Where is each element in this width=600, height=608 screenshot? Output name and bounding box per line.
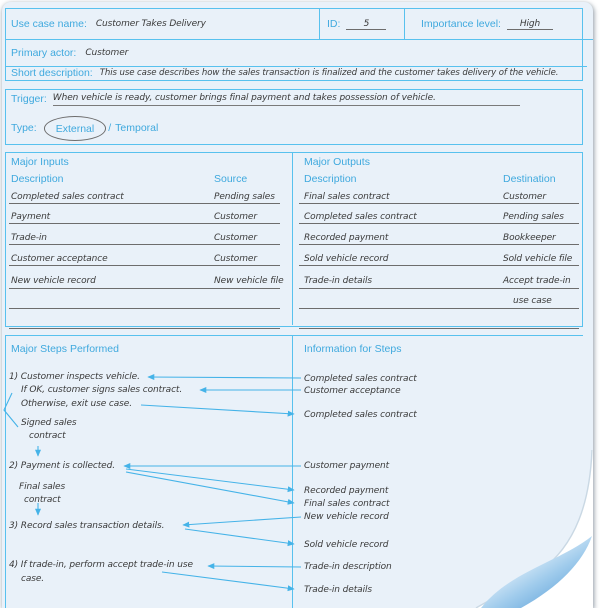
inputs-col-source: Source: [214, 173, 248, 185]
short-description-value: This use case describes how the sales transaction is finalized and the customer takes delivery of the vehicle.: [99, 67, 559, 78]
info-for-steps-title: Information for Steps: [304, 343, 402, 355]
input-blank-line: [9, 328, 280, 329]
input-row-line: [9, 203, 280, 204]
info-item: Customer payment: [304, 461, 390, 471]
steps-box: [5, 335, 583, 608]
use-case-name-label: Use case name:: [11, 18, 87, 30]
input-description: Trade-in: [11, 233, 47, 243]
output-destination: Customer: [503, 192, 546, 202]
output-destination: Bookkeeper: [503, 233, 556, 243]
id-cell: [319, 9, 412, 40]
id-value: 5: [346, 19, 386, 30]
input-row-line: [9, 223, 280, 224]
output-row-line: [299, 265, 579, 266]
output-row-line: [299, 244, 579, 245]
step-line: case.: [21, 574, 45, 584]
output-description: Sold vehicle record: [304, 254, 389, 264]
info-item: Completed sales contract: [304, 374, 417, 384]
primary-actor-label: Primary actor:: [11, 46, 77, 59]
output-destination: Pending sales: [503, 212, 564, 222]
input-description: Payment: [11, 212, 51, 222]
step-artifact: contract: [29, 431, 66, 441]
output-destination-cont: use case: [513, 296, 552, 306]
step-artifact: Final sales: [19, 482, 66, 492]
info-item: Final sales contract: [304, 499, 390, 509]
output-blank-line: [299, 328, 579, 329]
major-steps-title: Major Steps Performed: [11, 343, 119, 355]
type-label: Type:: [11, 122, 37, 134]
inputs-outputs-divider: [292, 153, 293, 325]
short-description-label: Short description:: [11, 66, 93, 79]
step-line: 2) Payment is collected.: [9, 461, 115, 471]
inputs-outputs-box: [5, 152, 583, 327]
outputs-col-destination: Destination: [503, 173, 556, 185]
step-line: 1) Customer inspects vehicle.: [9, 372, 140, 382]
type-row: [6, 114, 587, 142]
info-item: Customer acceptance: [304, 386, 401, 396]
steps-divider: [292, 336, 293, 608]
external-circle: [44, 116, 107, 141]
output-row-line: [299, 223, 579, 224]
step-line: 3) Record sales transaction details.: [9, 521, 165, 531]
input-blank-line: [9, 308, 280, 309]
info-item: New vehicle record: [304, 512, 389, 522]
info-item: Sold vehicle record: [304, 540, 389, 550]
inputs-col-description: Description: [11, 173, 64, 185]
type-option-temporal: Temporal: [115, 122, 159, 134]
trigger-row: [6, 93, 587, 109]
input-source: Pending sales: [214, 192, 275, 202]
trigger-text: When vehicle is ready, customer brings final payment and takes possession of vehicle.: [53, 93, 520, 106]
short-description-row: [6, 66, 587, 79]
importance-label: Importance level:: [421, 18, 501, 30]
input-description: Customer acceptance: [11, 254, 108, 264]
type-option-external: External: [55, 122, 95, 135]
output-row-line: [299, 308, 579, 309]
use-case-name-cell: [6, 9, 324, 40]
outputs-col-description: Description: [304, 173, 357, 185]
input-description: Completed sales contract: [11, 192, 124, 202]
trigger-label: Trigger:: [11, 93, 47, 105]
info-item: Completed sales contract: [304, 410, 417, 420]
input-row-line: [9, 288, 280, 289]
input-row-line: [9, 244, 280, 245]
output-description: Final sales contract: [304, 192, 390, 202]
step-line: 4) If trade-in, perform accept trade-in use: [9, 560, 193, 570]
step-artifact: contract: [24, 495, 61, 505]
output-row-line: [299, 203, 579, 204]
output-destination: Accept trade-in: [503, 276, 571, 286]
step-artifact: Signed sales: [21, 418, 77, 428]
info-item: Trade-in details: [304, 585, 372, 595]
use-case-name-value: Customer Takes Delivery: [95, 19, 206, 29]
major-inputs-title: Major Inputs: [11, 156, 69, 168]
input-source: Customer: [214, 254, 257, 264]
header-box: [5, 8, 583, 81]
output-row-line: [299, 288, 579, 289]
id-label: ID:: [327, 18, 341, 30]
input-description: New vehicle record: [11, 276, 96, 286]
input-row-line: [9, 265, 280, 266]
info-item: Trade-in description: [304, 562, 392, 572]
input-source: Customer: [214, 233, 257, 243]
step-line: Otherwise, exit use case.: [21, 399, 132, 409]
output-description: Trade-in details: [304, 276, 372, 286]
step-line: If OK, customer signs sales contract.: [21, 385, 183, 395]
primary-actor-value: Customer: [85, 47, 129, 58]
input-source: Customer: [214, 212, 257, 222]
input-source: New vehicle file: [214, 276, 284, 286]
output-destination: Sold vehicle file: [503, 254, 573, 264]
primary-actor-row: [6, 39, 587, 67]
output-description: Completed sales contract: [304, 212, 417, 222]
importance-cell: [404, 9, 593, 40]
info-item: Recorded payment: [304, 486, 389, 496]
output-description: Recorded payment: [304, 233, 389, 243]
trigger-box: [5, 89, 583, 145]
type-separator: /: [108, 122, 112, 134]
paper-sheet: [2, 2, 593, 608]
major-outputs-title: Major Outputs: [304, 156, 370, 168]
importance-value: High: [507, 19, 553, 30]
